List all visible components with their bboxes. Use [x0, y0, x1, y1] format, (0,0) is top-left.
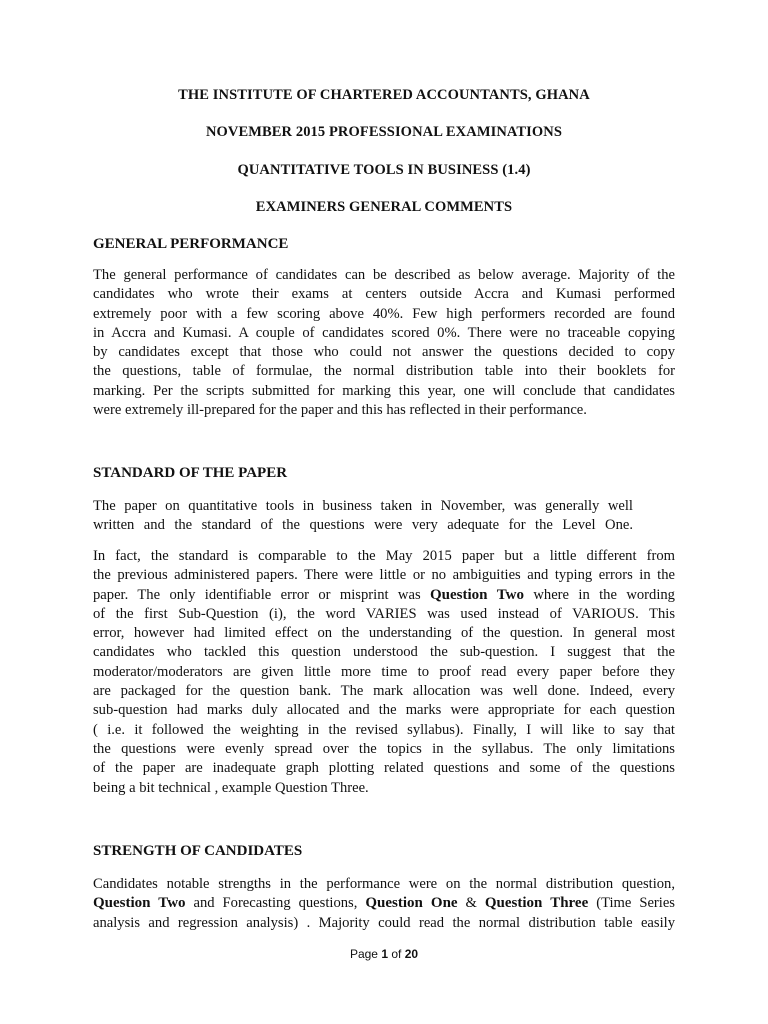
paragraph-line: error, however had limited effect on the understanding of the question. In general most	[93, 625, 675, 642]
strength-heading: STRENGTH OF CANDIDATES	[93, 843, 303, 859]
paragraph-line	[93, 894, 675, 913]
paragraph-line: of the first Sub-Question (i), the word VARIES was used instead of VARIOUS. This	[93, 605, 675, 622]
of-label: of	[388, 947, 405, 961]
paragraph-line: sub-question had marks duly allocated and the marks were appropriate for each question	[93, 702, 675, 719]
paragraph-line: moderator/moderators are given little more time to proof read every paper before they	[93, 663, 675, 680]
paragraph-line: the questions, table of formulae, the normal distribution table into their booklets for	[93, 363, 675, 380]
standard-paragraph-1	[93, 497, 633, 536]
paragraph-line	[93, 586, 675, 605]
paragraph-line: candidates who wrote their exams at centers outside Accra and Kumasi performed	[93, 286, 675, 303]
comments-title: EXAMINERS GENERAL COMMENTS	[255, 199, 513, 215]
paragraph-line: by candidates except that those who could not answer the questions decided to copy	[93, 344, 675, 361]
paragraph-line: of the paper are inadequate graph plotting related questions and some of the questions	[93, 760, 675, 777]
text-run: &	[457, 895, 485, 912]
institute-title: THE INSTITUTE OF CHARTERED ACCOUNTANTS, GHANA	[178, 87, 590, 103]
question-two-emphasis: Question Two	[93, 895, 186, 912]
paragraph-line: ( i.e. it followed the weighting in the revised syllabus). Finally, I will like to say that	[93, 721, 675, 738]
exam-title: NOVEMBER 2015 PROFESSIONAL EXAMINATIONS	[205, 124, 563, 140]
question-two-emphasis: Question Two	[430, 586, 524, 603]
page-footer	[0, 947, 768, 961]
paragraph-line: in Accra and Kumasi. A couple of candidates scored 0%. There were no traceable copying	[93, 324, 675, 341]
page-number: 1	[381, 947, 388, 961]
paragraph-line: written and the standard of the questions were very adequate for the Level One.	[93, 517, 633, 534]
text-run: where in the wording	[523, 586, 675, 603]
question-one-emphasis: Question One	[365, 895, 458, 912]
paragraph-line: the questions were evenly spread over the topics in the syllabus. The only limitations	[93, 740, 675, 757]
page-label: Page	[349, 947, 382, 961]
paragraph-line: marking. Per the scripts submitted for marking this year, one will conclude that candidates	[93, 382, 675, 399]
general-performance-paragraph	[93, 266, 675, 420]
paragraph-line: the previous administered papers. There were little or no ambiguities and typing errors in the	[93, 567, 675, 584]
paragraph-line: are packaged for the question bank. The mark allocation was well done. Indeed, every	[93, 683, 675, 700]
paragraph-line: were extremely ill-prepared for the paper and this has reflected in their performance.	[93, 402, 587, 419]
paragraph-line: extremely poor with a few scoring above 40%. Few high performers recorded are found	[93, 305, 675, 322]
paragraph-line: The general performance of candidates can be described as below average. Majority of the	[93, 267, 675, 283]
text-run: and Forecasting questions,	[185, 895, 366, 912]
paragraph-line: being a bit technical , example Question Three.	[93, 779, 369, 796]
question-three-emphasis: Question Three	[484, 895, 589, 912]
paragraph-line: Candidates notable strengths in the performance were on the normal distribution question,	[93, 876, 675, 892]
general-performance-heading: GENERAL PERFORMANCE	[93, 236, 289, 252]
paragraph-line: analysis and regression analysis) . Majority could read the normal distribution table easily	[93, 914, 675, 931]
strength-paragraph	[93, 875, 675, 933]
paragraph-line: In fact, the standard is comparable to the May 2015 paper but a little different from	[93, 548, 675, 564]
standard-heading: STANDARD OF THE PAPER	[93, 465, 288, 481]
standard-paragraph-2	[93, 547, 675, 798]
page-total: 20	[404, 947, 419, 961]
text-run: (Time Series	[588, 895, 675, 912]
paragraph-line: The paper on quantitative tools in business taken in November, was generally well	[93, 498, 633, 514]
paragraph-line: candidates who tackled this question understood the sub-question. I suggest that the	[93, 644, 675, 661]
text-run: paper. The only identifiable error or misprint was	[93, 586, 431, 603]
subject-title: QUANTITATIVE TOOLS IN BUSINESS (1.4)	[237, 162, 531, 178]
